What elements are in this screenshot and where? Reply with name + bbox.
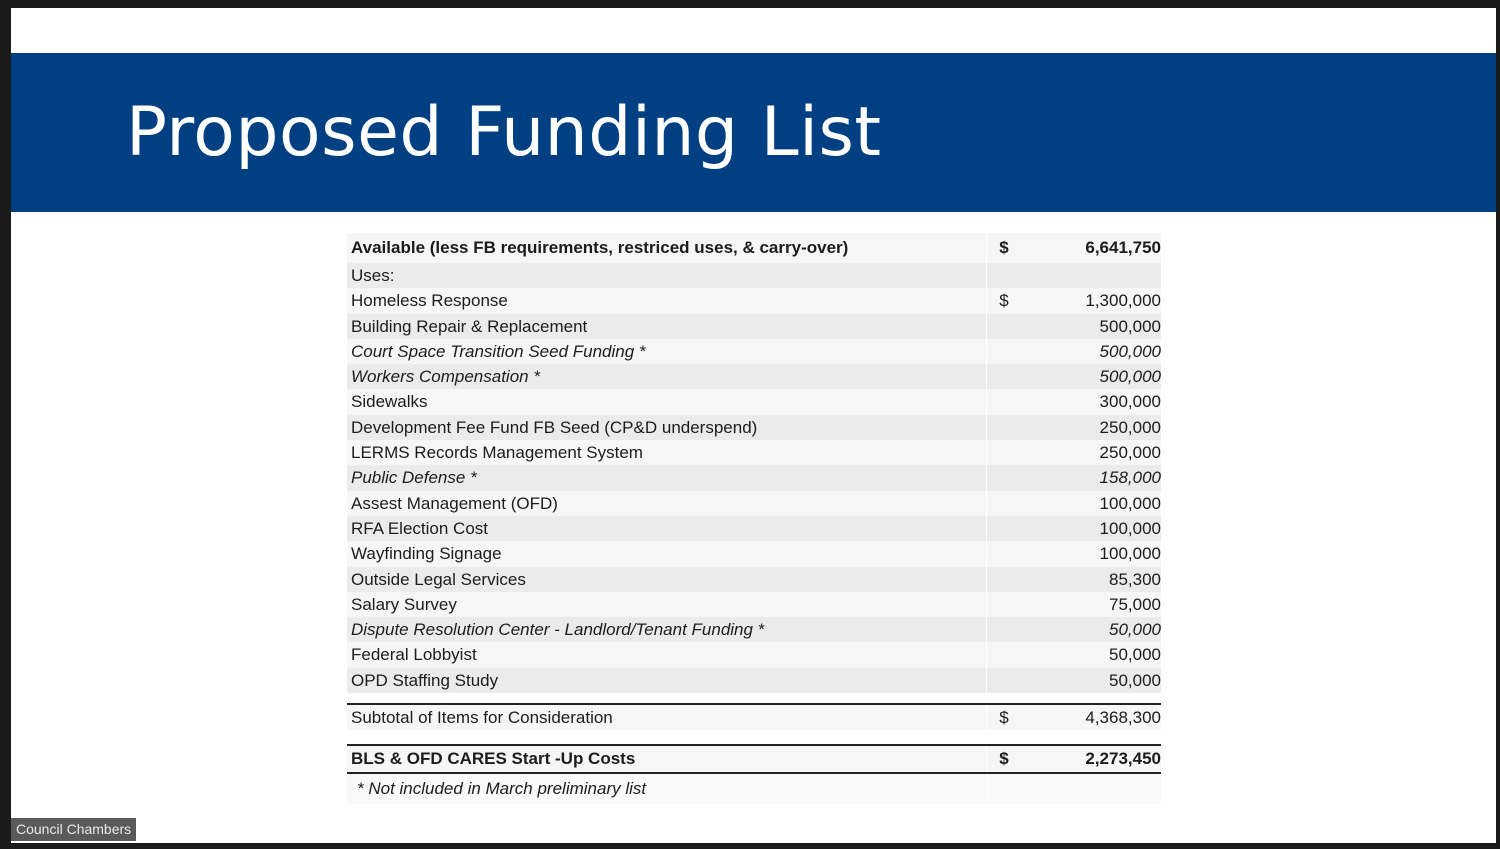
table-row [347, 516, 1161, 541]
row-currency [987, 668, 1039, 693]
uses-row [347, 263, 1161, 288]
title-banner [11, 53, 1496, 212]
row-amount: 500,000 [1099, 316, 1161, 336]
presentation-slide [11, 8, 1496, 843]
row-amount: 158,000 [1099, 468, 1161, 488]
row-currency [987, 541, 1039, 566]
available-row [347, 233, 1161, 263]
row-currency [987, 389, 1039, 414]
row-amount: 100,000 [1099, 518, 1161, 538]
table-row [347, 541, 1161, 566]
subtotal-row [347, 703, 1161, 730]
row-amount: 85,300 [1109, 569, 1161, 589]
row-label: Sidewalks [347, 389, 987, 414]
subtotal-amount: 4,368,300 [1085, 708, 1161, 727]
row-label: Wayfinding Signage [347, 541, 987, 566]
uses-label: Uses: [347, 263, 987, 288]
row-amount: 500,000 [1099, 367, 1161, 387]
table-row [347, 668, 1161, 693]
table-row [347, 389, 1161, 414]
row-amount: 300,000 [1099, 392, 1161, 412]
row-label: Assest Management (OFD) [347, 491, 987, 516]
table-row [347, 491, 1161, 516]
row-currency [987, 617, 1039, 642]
row-currency [987, 592, 1039, 617]
row-currency [987, 339, 1039, 364]
row-label: Development Fee Fund FB Seed (CP&D underspend) [347, 415, 987, 440]
row-label: Homeless Response [347, 288, 987, 313]
table-row [347, 642, 1161, 667]
row-amount: 250,000 [1099, 417, 1161, 437]
spacer-row [347, 730, 1161, 744]
row-label: Public Defense * [347, 465, 987, 490]
bls-amount: 2,273,450 [1085, 749, 1161, 769]
slide-title: Proposed Funding List [126, 93, 882, 172]
row-label: RFA Election Cost [347, 516, 987, 541]
row-label: Federal Lobbyist [347, 642, 987, 667]
row-amount: 75,000 [1109, 594, 1161, 614]
table-row [347, 314, 1161, 339]
row-amount: 100,000 [1099, 544, 1161, 564]
bls-row [347, 744, 1161, 774]
bls-currency: $ [999, 749, 1009, 769]
row-amount: 500,000 [1099, 341, 1161, 361]
row-currency [987, 465, 1039, 490]
row-currency [987, 415, 1039, 440]
row-label: Outside Legal Services [347, 567, 987, 592]
table-row [347, 288, 1161, 313]
row-currency [987, 364, 1039, 389]
row-label: OPD Staffing Study [347, 668, 987, 693]
row-label: Building Repair & Replacement [347, 314, 987, 339]
available-currency: $ [999, 238, 1009, 257]
row-amount: 250,000 [1099, 443, 1161, 463]
row-label: Workers Compensation * [347, 364, 987, 389]
row-currency [987, 567, 1039, 592]
table-row [347, 567, 1161, 592]
row-amount: 50,000 [1109, 645, 1161, 665]
available-label: Available (less FB requirements, restriced uses, & carry-over) [347, 233, 987, 263]
participant-name-label: Council Chambers [11, 818, 136, 841]
row-label: LERMS Records Management System [347, 440, 987, 465]
available-amount: 6,641,750 [1085, 238, 1161, 257]
footnote-text: * Not included in March preliminary list [347, 774, 988, 804]
row-amount: 1,300,000 [1085, 291, 1161, 311]
table-row [347, 364, 1161, 389]
row-amount: 50,000 [1109, 620, 1161, 640]
row-label: Dispute Resolution Center - Landlord/Tenant Funding * [347, 617, 987, 642]
row-currency [987, 642, 1039, 667]
funding-table [347, 233, 1161, 693]
table-row [347, 465, 1161, 490]
row-currency [987, 314, 1039, 339]
row-label: Salary Survey [347, 592, 987, 617]
row-amount: 50,000 [1109, 670, 1161, 690]
row-label: Court Space Transition Seed Funding * [347, 339, 987, 364]
row-currency [987, 440, 1039, 465]
row-currency: $ [999, 291, 1009, 311]
row-amount: 100,000 [1099, 493, 1161, 513]
footnote-row [347, 774, 1161, 804]
table-row [347, 592, 1161, 617]
row-currency [987, 491, 1039, 516]
table-row [347, 339, 1161, 364]
table-row [347, 617, 1161, 642]
subtotal-currency: $ [999, 708, 1009, 727]
bls-label: BLS & OFD CARES Start -Up Costs [347, 746, 987, 772]
totals-table [347, 703, 1161, 804]
table-row [347, 415, 1161, 440]
row-currency [987, 516, 1039, 541]
subtotal-label: Subtotal of Items for Consideration [347, 705, 987, 730]
table-row [347, 440, 1161, 465]
